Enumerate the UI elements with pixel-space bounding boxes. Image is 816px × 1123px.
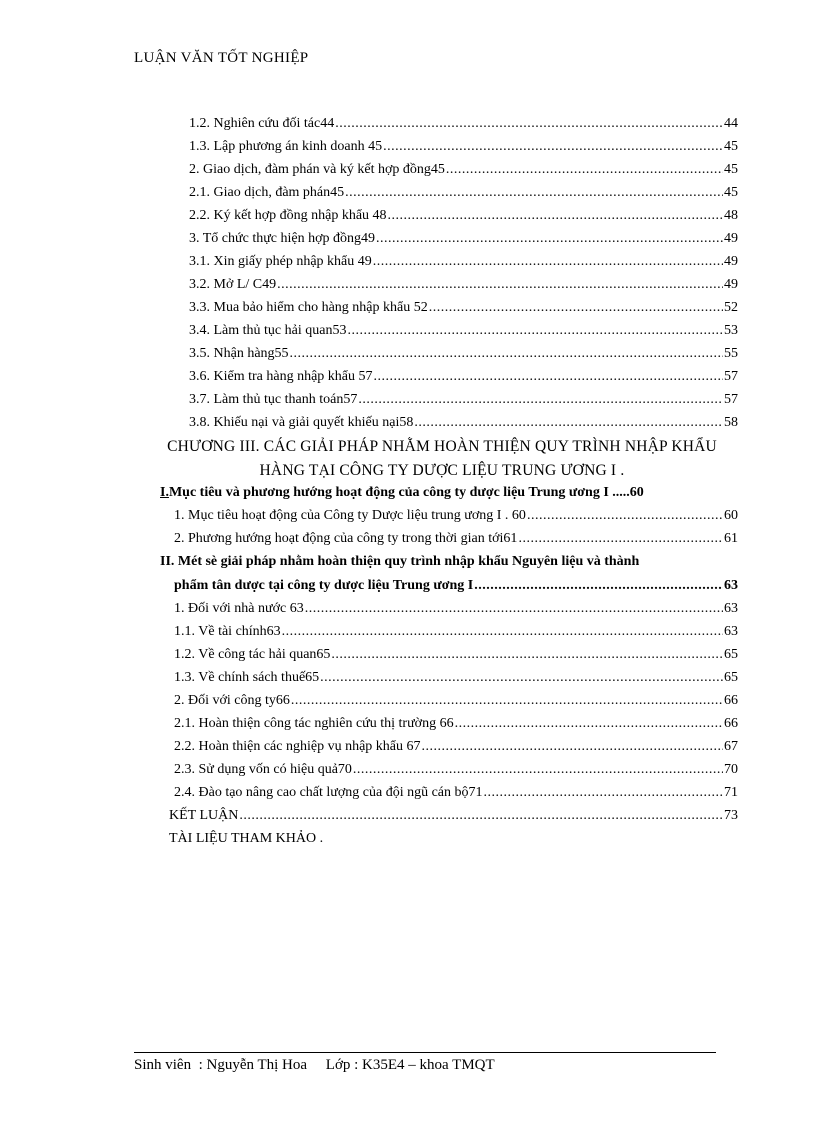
toc-entry-text: 3.8. Khiếu nại và giải quyết khiếu nại58 (189, 415, 414, 430)
toc-section-heading[interactable]: II. Mét sè giải pháp nhằm hoàn thiện quy trình nhập khẩu Nguyên liệu và thành (160, 554, 640, 569)
chapter-heading-line-1[interactable]: CHƯƠNG III. CÁC GIẢI PHÁP NHẰM HOÀN THIỆN QUY TRÌNH NHẬP KHẨU (167, 438, 717, 455)
toc-entry-text: 3. Tổ chức thực hiện hợp đồng49 (189, 231, 376, 246)
toc-section-row[interactable] (174, 577, 738, 596)
toc-entry-text: 2. Đối với công ty66 (174, 693, 290, 708)
toc-leader-dots (474, 577, 723, 595)
toc-leader-dots (484, 784, 723, 802)
toc-entry-text: 3.7. Làm thủ tục thanh toán57 (189, 392, 358, 407)
toc-row[interactable] (189, 253, 738, 272)
toc-page-number: 57 (724, 392, 738, 407)
toc-row[interactable] (189, 138, 738, 157)
toc-row[interactable] (174, 507, 738, 526)
toc-leader-dots (291, 692, 723, 710)
toc-page-number: 65 (724, 647, 738, 662)
toc-page-number: 57 (724, 369, 738, 384)
toc-leader-dots (358, 391, 723, 409)
toc-entry-text: 2.2. Ký kết hợp đồng nhập khẩu 48 (189, 208, 387, 223)
toc-entry-text: 3.2. Mở L/ C49 (189, 277, 277, 292)
toc-page-number: 60 (724, 508, 738, 523)
toc-leader-dots (388, 207, 723, 225)
toc-entry-text: 3.3. Mua bảo hiểm cho hàng nhập khẩu 52 (189, 300, 428, 315)
toc-page-number: 63 (724, 601, 738, 616)
toc-page-number: 60 (629, 485, 644, 500)
toc-row[interactable] (189, 161, 738, 180)
toc-entry-text: 2.1. Hoàn thiện công tác nghiên cứu thị trường 66 (174, 716, 454, 731)
toc-section-row[interactable] (160, 484, 738, 503)
toc-row-conclusion[interactable] (169, 807, 738, 826)
toc-page-number: 70 (724, 762, 738, 777)
toc-leader-dots (518, 530, 723, 548)
toc-page-number: 55 (724, 346, 738, 361)
toc-entry-text: 1.3. Về chính sách thuế65 (174, 670, 320, 685)
toc-leader-dots (305, 600, 723, 618)
toc-entry-text: 3.5. Nhận hàng55 (189, 346, 289, 361)
toc-entry-text: 1. Đối với nhà nước 63 (174, 601, 304, 616)
toc-page-number: 45 (724, 162, 738, 177)
toc-row[interactable] (189, 207, 738, 226)
toc-row[interactable] (174, 623, 738, 642)
toc-page-number: 61 (724, 531, 738, 546)
toc-page-number: 63 (724, 578, 738, 593)
toc-entry-text: 3.6. Kiểm tra hàng nhập khẩu 57 (189, 369, 373, 384)
toc-row[interactable] (174, 600, 738, 619)
toc-page-number: 44 (724, 116, 738, 131)
toc-leader-dots (277, 276, 723, 294)
toc-leader-dots (331, 646, 723, 664)
toc-page-number: 65 (724, 670, 738, 685)
toc-row[interactable] (189, 184, 738, 203)
toc-page-number: 63 (724, 624, 738, 639)
toc-row[interactable] (189, 345, 738, 364)
toc-leader-dots (347, 322, 723, 340)
toc-row[interactable] (174, 646, 738, 665)
toc-leader-dots (376, 230, 723, 248)
toc-page-number: 67 (724, 739, 738, 754)
toc-row[interactable] (174, 669, 738, 688)
toc-row[interactable] (174, 530, 738, 549)
toc-row[interactable] (174, 761, 738, 780)
toc-entry-text: 2. Giao dịch, đàm phán và ký kết hợp đồng45 (189, 162, 445, 177)
toc-entry-text: 3.4. Làm thủ tục hải quan53 (189, 323, 347, 338)
toc-leader-dots (290, 345, 723, 363)
toc-leader-dots (373, 253, 723, 271)
toc-row[interactable] (189, 230, 738, 249)
page-footer: Sinh viên : Nguyễn Thị Hoa Lớp : K35E4 – khoa TMQT (134, 1057, 495, 1073)
toc-page-number: 66 (724, 716, 738, 731)
toc-leader-dots (455, 715, 723, 733)
toc-entry-text: Mục tiêu và phương hướng hoạt động của công ty dược liệu Trung ương I ..... (168, 485, 630, 500)
toc-entry-text: 1.3. Lập phương án kinh doanh 45 (189, 139, 383, 154)
toc-row[interactable] (189, 276, 738, 295)
toc-entry-text: 2.3. Sử dụng vốn có hiệu quả70 (174, 762, 352, 777)
toc-leader-dots (422, 738, 724, 756)
toc-entry-text: 1.2. Nghiên cứu đối tác44 (189, 116, 335, 131)
toc-page-number: 48 (724, 208, 738, 223)
toc-leader-dots (239, 807, 723, 825)
section-number: I. (160, 485, 169, 500)
toc-row[interactable] (189, 391, 738, 410)
toc-row[interactable] (189, 115, 738, 134)
toc-page-number: 45 (724, 139, 738, 154)
chapter-heading-line-2[interactable]: HÀNG TẠI CÔNG TY DƯỢC LIỆU TRUNG ƯƠNG I . (259, 462, 625, 479)
toc-leader-dots (374, 368, 723, 386)
toc-leader-dots (335, 115, 723, 133)
toc-entry-text: 2.4. Đào tạo nâng cao chất lượng của đội ngũ cán bộ71 (174, 785, 483, 800)
toc-leader-dots (527, 507, 723, 525)
toc-page-number: 49 (724, 254, 738, 269)
toc-page-number: 58 (724, 415, 738, 430)
toc-entry-text: 1.1. Về tài chính63 (174, 624, 281, 639)
toc-leader-dots (320, 669, 723, 687)
toc-entry-text: 3.1. Xin giấy phép nhập khẩu 49 (189, 254, 372, 269)
toc-leader-dots (446, 161, 723, 179)
toc-row[interactable] (174, 738, 738, 757)
toc-entry-text: 2. Phương hướng hoạt động của công ty trong thời gian tới61 (174, 531, 518, 546)
toc-row[interactable] (189, 322, 738, 341)
toc-leader-dots (282, 623, 723, 641)
toc-row[interactable] (174, 715, 738, 734)
toc-row[interactable] (174, 784, 738, 803)
toc-page-number: 73 (724, 808, 738, 823)
toc-entry-text: 1. Mục tiêu hoạt động của Công ty Dược liệu trung ương I . 60 (174, 508, 526, 523)
toc-row-references[interactable]: TÀI LIỆU THAM KHẢO . (169, 831, 324, 846)
toc-entry-text: 1.2. Về công tác hải quan65 (174, 647, 331, 662)
toc-leader-dots (345, 184, 723, 202)
toc-row[interactable] (189, 299, 738, 318)
toc-entry-text: 2.2. Hoàn thiện các nghiệp vụ nhập khẩu 67 (174, 739, 421, 754)
toc-page-number: 49 (724, 231, 738, 246)
toc-page-number: 66 (724, 693, 738, 708)
toc-entry-text: phẩm tân dược tại công ty dược liệu Trung ương I (174, 578, 474, 593)
toc-page-number: 53 (724, 323, 738, 338)
toc-entry-text: KẾT LUẬN (169, 808, 239, 823)
toc-row[interactable] (189, 368, 738, 387)
toc-page-number: 49 (724, 277, 738, 292)
toc-row[interactable] (174, 692, 738, 711)
toc-leader-dots (383, 138, 723, 156)
toc-page-number: 45 (724, 185, 738, 200)
toc-leader-dots (429, 299, 723, 317)
toc-page-number: 71 (724, 785, 738, 800)
footer-divider (134, 1052, 716, 1053)
page-header: LUẬN VĂN TỐT NGHIỆP (134, 50, 309, 66)
toc-leader-dots (414, 414, 723, 432)
toc-row[interactable] (189, 414, 738, 433)
toc-entry-text: 2.1. Giao dịch, đàm phán45 (189, 185, 345, 200)
toc-leader-dots (353, 761, 723, 779)
toc-page-number: 52 (724, 300, 738, 315)
